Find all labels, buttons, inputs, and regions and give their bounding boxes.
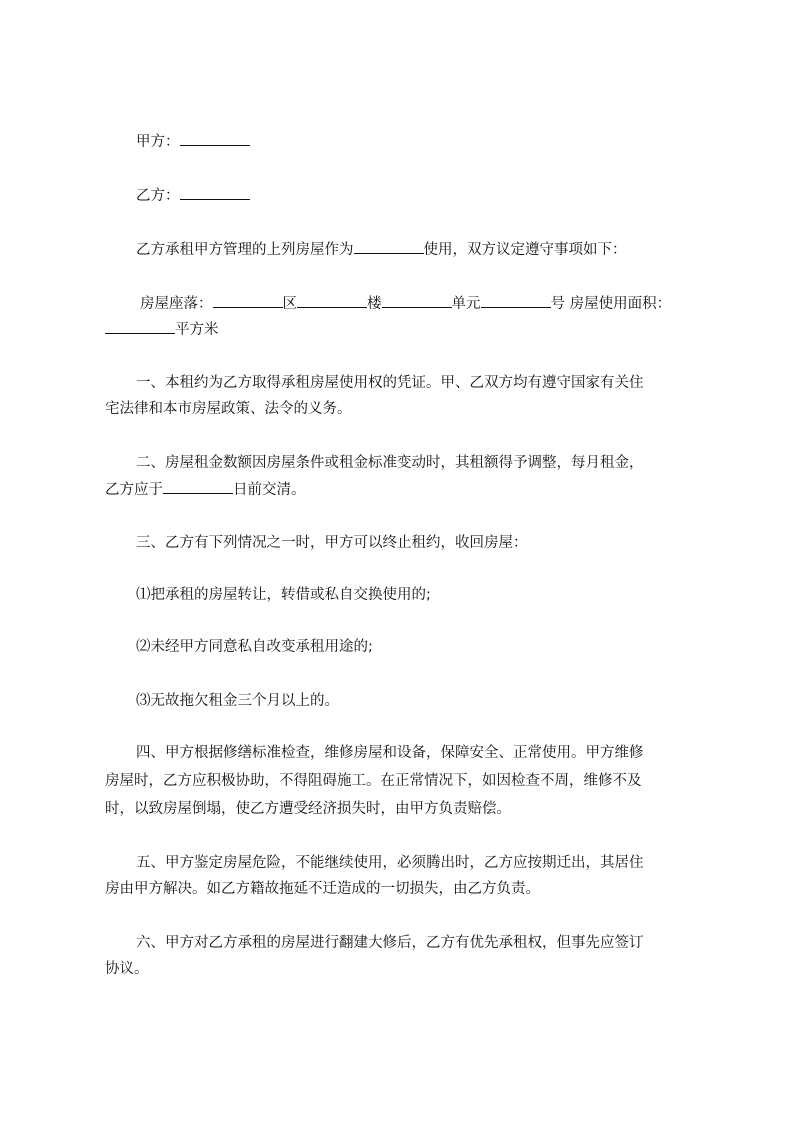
payment-day-blank [163, 476, 233, 494]
district-blank [213, 290, 283, 308]
area-unit: 平方米 [175, 322, 219, 338]
building-blank [297, 290, 367, 308]
clause-2-line-2-after: 日前交清。 [233, 482, 306, 498]
building-label: 楼 [367, 296, 382, 312]
location-line [140, 290, 740, 317]
clause-1-line-1: 一、本租约为乙方取得承租房屋使用权的凭证。甲、乙双方均有遵守国家有关住 [136, 375, 644, 391]
party-a-label: 甲方： [136, 134, 180, 150]
clause-2-line-2 [105, 476, 705, 503]
clause-3-item-3: ⑶无故拖欠租金三个月以上的。 [136, 693, 339, 709]
clause-3-item-1: ⑴把承租的房屋转让，转借或私自交换使用的; [136, 587, 431, 603]
party-b-label: 乙方： [136, 188, 180, 204]
clause-1-line-2: 宅法律和本市房屋政策、法令的义务。 [105, 401, 352, 417]
clause-3-item-2: ⑵未经甲方同意私自改变承租用途的; [136, 639, 373, 655]
clause-2-line-2-before: 乙方应于 [105, 482, 163, 498]
clause-4-line-1: 四、甲方根据修缮标准检查，维修房屋和设备，保障安全、正常使用。甲方维修 [136, 745, 644, 761]
usage-blank [354, 236, 424, 254]
area-line [105, 316, 705, 343]
clause-5-line-2: 房由甲方解决。如乙方籍故拖延不迁造成的一切损失，由乙方负责。 [105, 881, 540, 897]
intro-text-after: 使用，双方议定遵守事项如下： [423, 242, 627, 258]
unit-label: 单元 [451, 296, 481, 312]
clause-6-line-1: 六、甲方对乙方承租的房屋进行翻建大修后，乙方有优先承租权，但事先应签订 [136, 935, 644, 951]
party-a-blank [180, 128, 250, 146]
party-b-blank [180, 182, 250, 200]
clause-4-line-3: 时，以致房屋倒塌，使乙方遭受经济损失时，由甲方负责赔偿。 [105, 801, 511, 817]
unit-blank [382, 290, 452, 308]
area-blank [105, 316, 175, 334]
clause-5-line-1: 五、甲方鉴定房屋危险，不能继续使用，必须腾出时，乙方应按期迁出，其居住 [136, 855, 644, 871]
clause-6-line-2: 协议。 [105, 961, 149, 977]
clause-2-line-1: 二、房屋租金数额因房屋条件或租金标准变动时，其租额得予调整，每月租金， [136, 455, 644, 471]
party-b-line [136, 182, 736, 209]
number-blank [481, 290, 551, 308]
area-label: 房屋使用面积： [569, 296, 672, 312]
intro-line [136, 236, 736, 263]
location-label: 房屋座落： [140, 296, 213, 312]
number-label: 号 [550, 296, 565, 312]
clause-3-line-1: 三、乙方有下列情况之一时，甲方可以终止租约，收回房屋： [136, 535, 528, 551]
district-label: 区 [282, 296, 297, 312]
intro-text-before: 乙方承租甲方管理的上列房屋作为 [136, 242, 354, 258]
clause-4-line-2: 房屋时，乙方应积极协助，不得阻碍施工。在正常情况下，如因检查不周，维修不及 [105, 773, 642, 789]
party-a-line [136, 128, 736, 155]
